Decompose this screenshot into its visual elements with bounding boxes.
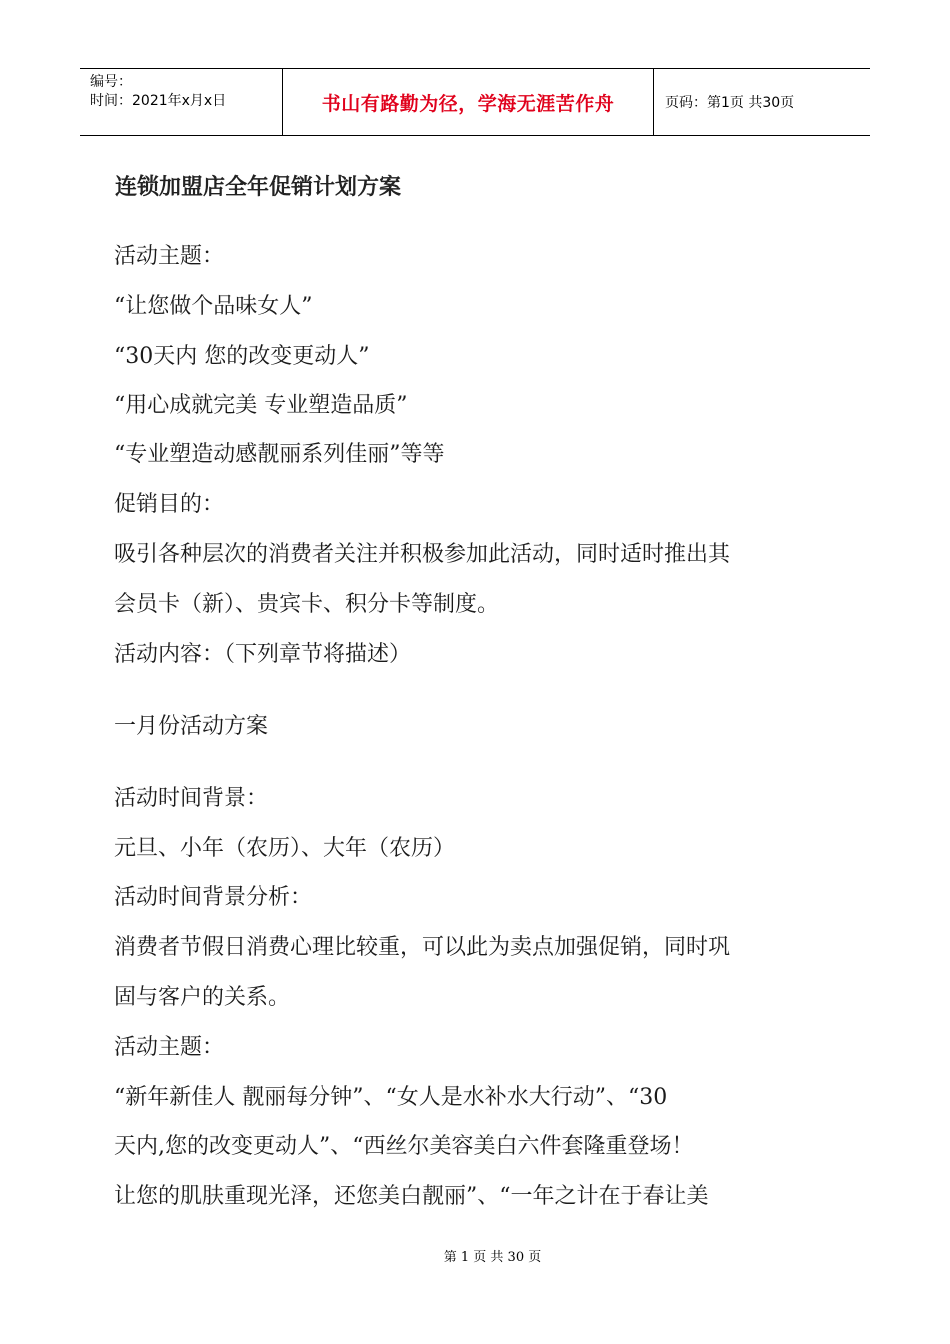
body-line: 天内,您的改变更动人”、“西丝尔美容美白六件套隆重登场！ (114, 1134, 694, 1159)
body-line: 元旦、小年（农历）、大年（农历） (114, 836, 456, 861)
body-line: 吸引各种层次的消费者关注并积极参加此活动，同时适时推出其 (114, 542, 731, 567)
document-date-label: 时间：2021年x月x日 (90, 93, 227, 109)
body-line: 活动内容：（下列章节将描述） (114, 642, 412, 667)
body-line: 消费者节假日消费心理比较重，可以此为卖点加强促销，同时巩 (114, 935, 731, 960)
body-line: “新年新佳人 靓丽每分钟”、“女人是水补水大行动”、“30 (114, 1085, 668, 1110)
page-header (80, 68, 870, 136)
body-line: “专业塑造动感靓丽系列佳丽”等等 (114, 442, 445, 467)
body-line: 让您的肌肤重现光泽，还您美白靓丽”、“一年之计在于春让美 (114, 1184, 709, 1209)
document-number-label: 编号： (90, 74, 132, 90)
body-line: 活动主题： (114, 1035, 225, 1060)
body-line: “让您做个品味女人” (114, 294, 313, 319)
section-heading: 一月份活动方案 (114, 714, 269, 739)
body-line: “用心成就完美 专业塑造品质” (114, 393, 408, 418)
header-meta-cell (80, 69, 282, 135)
body-line: 活动时间背景分析： (114, 885, 313, 910)
body-line: 活动主题： (114, 244, 225, 269)
body-line: 固与客户的关系。 (114, 985, 291, 1010)
header-page-info: 页码：第1页 共30页 (665, 95, 795, 111)
header-motto: 书山有路勤为径，学海无涯苦作舟 (321, 92, 615, 115)
body-line: 促销目的： (114, 492, 225, 517)
header-page-cell (654, 69, 870, 135)
body-line: 活动时间背景： (114, 786, 269, 811)
body-line: 会员卡（新）、贵宾卡、积分卡等制度。 (114, 592, 500, 617)
header-motto-cell (282, 69, 654, 135)
page-footer: 第 1 页 共 30 页 (443, 1250, 542, 1265)
body-line: “30天内 您的改变更动人” (114, 344, 370, 369)
document-title: 连锁加盟店全年促销计划方案 (115, 175, 402, 200)
